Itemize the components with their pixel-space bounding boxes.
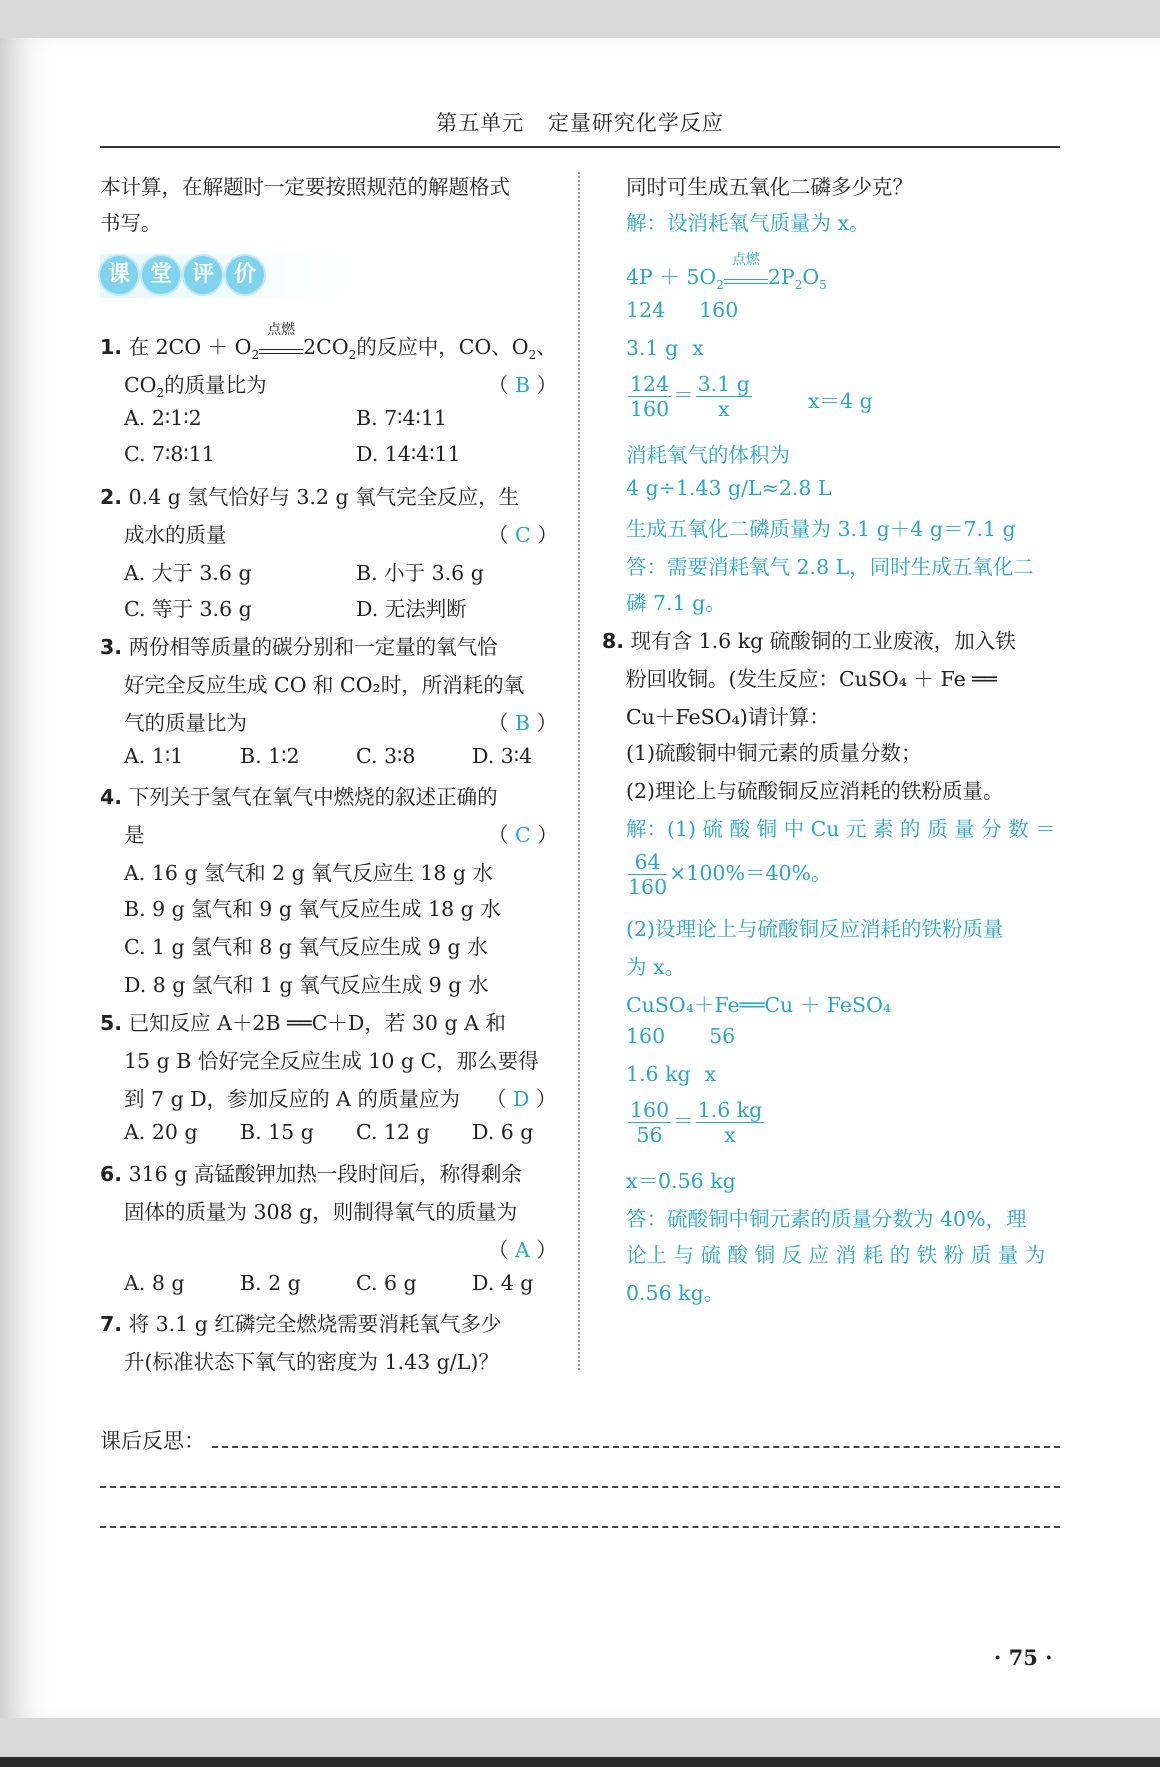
question-number: 5. bbox=[100, 1011, 123, 1035]
question-5: 5. 已知反应 A＋2B ══C＋D，若 30 g A 和 15 g B 恰好完全反应生成 10 g C，那么要得 到 7 g D，参加反应的 A 的质量应为 （ D ） A. 20 g B. 15 g C. 12 g D. 6 g bbox=[100, 1011, 557, 1144]
q1-line2: CO bbox=[124, 373, 157, 397]
q1-text-b: 2CO bbox=[303, 335, 349, 359]
question-2: 2. 0.4 g 氢气恰好与 3.2 g 氧气完全反应，生 成水的质量 （ C ） A. 大于 3.6 g B. 小于 3.6 g C. 等于 3.6 g D. 无法判断 bbox=[100, 485, 558, 621]
answer: B bbox=[515, 711, 531, 735]
header-unit: 第五单元 bbox=[436, 111, 525, 135]
option: A. 20 g bbox=[124, 1120, 198, 1144]
question-7 bbox=[100, 1307, 560, 1387]
q7-line3: 同时可生成五氧化二磷多少克？ bbox=[626, 175, 913, 199]
option: B. 1∶2 bbox=[240, 744, 300, 768]
option: C. 等于 3.6 g bbox=[124, 597, 252, 621]
q1-line2b: 的质量比为 bbox=[164, 373, 267, 397]
q7-proportion: $\frac{124}{160}$ ＝ $\frac{3.1 g}{x}$ bbox=[630, 372, 750, 421]
header-title: 定量研究化学反应 bbox=[547, 111, 724, 135]
q8-equation: CuSO₄＋Fe══Cu ＋ FeSO₄ bbox=[626, 993, 892, 1017]
option: D. 6 g bbox=[472, 1120, 534, 1144]
q7-solution-4: 生成五氧化二磷质量为 3.1 g＋4 g＝7.1 g bbox=[626, 517, 1016, 541]
option: C. 6 g bbox=[356, 1271, 417, 1295]
q8-line5: (2)理论上与硫酸铜反应消耗的铁粉质量。 bbox=[626, 779, 1004, 803]
question-3: 3. 两份相等质量的碳分别和一定量的氧气恰 好完全反应生成 CO 和 CO₂时，所消耗的氧 气的质量比为 （ B ） A. 1∶1 B. 1∶2 C. 3∶8 D. 3∶4 bbox=[100, 635, 558, 768]
q8-proportion: $\frac{160}{56}$ ＝ $\frac{1.6 kg}{x}$ bbox=[630, 1098, 763, 1147]
q7-mass-row: 3.1 g x bbox=[626, 336, 704, 360]
reaction-arrow: 点燃 bbox=[259, 339, 303, 354]
page-number: · 75 · bbox=[994, 1645, 1053, 1670]
badge-char: 堂 bbox=[142, 256, 180, 294]
badge-char: 评 bbox=[184, 256, 222, 294]
q7-solution-6: 磷 7.1 g。 bbox=[626, 591, 726, 615]
q6-line2: 固体的质量为 308 g，则制得氧气的质量为 bbox=[124, 1200, 518, 1224]
option: D. 4 g bbox=[472, 1271, 534, 1295]
option: C. 3∶8 bbox=[356, 744, 416, 768]
q2-line2: 成水的质量 bbox=[124, 523, 227, 547]
question-8-line1: 8. 现有含 1.6 kg 硫酸铜的工业废液，加入铁 bbox=[602, 629, 1016, 653]
question-number: 6. bbox=[100, 1162, 123, 1186]
option: D. 8 g 氢气和 1 g 氧气反应生成 9 g 水 bbox=[124, 973, 489, 997]
answer: C bbox=[515, 523, 531, 547]
q8-solution-1: 解：(1) 硫 酸 铜 中 Cu 元 素 的 质 量 分 数 ＝ bbox=[626, 817, 1056, 841]
q3-line2: 好完全反应生成 CO 和 CO₂时，所消耗的氧 bbox=[124, 673, 525, 697]
q8-solution-2: (2)设理论上与硫酸铜反应消耗的铁粉质量 bbox=[626, 917, 1004, 941]
answer: C bbox=[515, 823, 531, 847]
page-header bbox=[100, 100, 1060, 148]
question-number: 4. bbox=[100, 785, 123, 809]
q8-ratio-row: 160 56 bbox=[626, 1024, 736, 1048]
q7-result: x＝4 g bbox=[808, 389, 873, 413]
question-number: 7. bbox=[100, 1312, 123, 1336]
column-divider bbox=[578, 172, 580, 1370]
option: B. 小于 3.6 g bbox=[356, 561, 484, 585]
section-heading-classroom-eval bbox=[100, 254, 350, 298]
q3-line3: 气的质量比为 bbox=[124, 711, 247, 735]
q7-line1: 将 3.1 g 红磷完全燃烧需要消耗氧气多少 bbox=[128, 1312, 502, 1336]
reflection-line[interactable] bbox=[100, 1486, 1060, 1488]
q4-line2: 是 bbox=[124, 823, 145, 847]
question-number: 3. bbox=[100, 635, 123, 659]
option: B. 15 g bbox=[240, 1120, 314, 1144]
q7-solution-1: 解：设消耗氧气质量为 x。 bbox=[626, 211, 870, 235]
bottom-bar bbox=[0, 1757, 1160, 1767]
reflection-line[interactable] bbox=[212, 1446, 1060, 1448]
question-1: 1. 在 $2CO + O_2$ 点燃 $2CO_2$的反应中，CO、$O_2$、 $CO_2$的质量比为 （ B ） A. 2∶1∶2 B. 7∶4∶11 C. 7∶8∶11 D. 14∶4∶11 bbox=[100, 322, 558, 466]
badge-char: 课 bbox=[100, 256, 138, 294]
option: A. 16 g 氢气和 2 g 氧气反应生 18 g 水 bbox=[124, 861, 494, 885]
q8-line4: (1)硫酸铜中铜元素的质量分数； bbox=[626, 741, 922, 765]
q7-equation: $4P + 5O_2$ 点燃 $2P_2O_5$ bbox=[626, 252, 827, 293]
q8-line2: 粉回收铜。(发生反应：CuSO₄ ＋ Fe ══ bbox=[626, 667, 997, 691]
q8-solution-5: 论上 与 硫 酸 铜 反 应 消 耗 的 铁 粉 质 量 为 bbox=[626, 1243, 1046, 1267]
reflection-line[interactable] bbox=[100, 1526, 1060, 1528]
q7-ratio-row: 124 160 bbox=[626, 298, 739, 322]
option: C. 1 g 氢气和 8 g 氧气反应生成 9 g 水 bbox=[124, 935, 488, 959]
option: A. 2∶1∶2 bbox=[124, 406, 202, 430]
right-column bbox=[602, 170, 1066, 1320]
answer: A bbox=[515, 1238, 530, 1262]
q8-result: x＝0.56 kg bbox=[626, 1169, 736, 1193]
option: C. 7∶8∶11 bbox=[124, 442, 215, 466]
q8-fraction-row: $\frac{64}{160}$ ×100%＝40%。 bbox=[628, 850, 832, 899]
q7-solution-2: 消耗氧气的体积为 bbox=[626, 443, 790, 467]
option: B. 2 g bbox=[240, 1271, 301, 1295]
question-6: 6. 316 g 高锰酸钾加热一段时间后，称得剩余 固体的质量为 308 g，则制得氧气的质量为 （ A ） A. 8 g B. 2 g C. 6 g D. 4 g bbox=[100, 1162, 557, 1295]
badge-char: 价 bbox=[226, 256, 264, 294]
option: C. 12 g bbox=[356, 1120, 430, 1144]
q8-solution-6: 0.56 kg。 bbox=[626, 1281, 725, 1305]
answer: B bbox=[515, 373, 531, 397]
q1-text-c: 的反应中，CO、O bbox=[356, 335, 529, 359]
question-number: 2. bbox=[100, 485, 123, 509]
question-number: 1. bbox=[100, 335, 123, 359]
q8-mass-row: 1.6 kg x bbox=[626, 1062, 717, 1086]
option: A. 大于 3.6 g bbox=[124, 561, 252, 585]
q7-solution-3: 4 g÷1.43 g/L≈2.8 L bbox=[626, 476, 832, 500]
question-4: 4. 下列关于氢气在氧气中燃烧的叙述正确的 是 （ C ） A. 16 g 氢气和 2 g 氧气反应生 18 g 水 B. 9 g 氢气和 9 g 氧气反应生成 18 g 水 C. 1 g 氢气和 8 g 氧气反应生成 9 g 水 D. 8 g 氢气和 1 g 氧气反应生成 9 g 水 bbox=[100, 785, 558, 997]
intro-line-1: 本计算，在解题时一定要按照规范的解题格式 bbox=[100, 175, 510, 199]
q2-line1: 0.4 g 氢气恰好与 3.2 g 氧气完全反应，生 bbox=[128, 485, 520, 509]
answer: D bbox=[513, 1087, 530, 1111]
q8-solution-4: 答：硫酸铜中铜元素的质量分数为 40%，理 bbox=[626, 1207, 1027, 1231]
q5-line3: 到 7 g D，参加反应的 A 的质量应为 bbox=[124, 1087, 460, 1111]
option: B. 9 g 氢气和 9 g 氧气反应生成 18 g 水 bbox=[124, 897, 501, 921]
option: A. 8 g bbox=[124, 1271, 185, 1295]
q7-line2: 升(标准状态下氧气的密度为 1.43 g/L)？ bbox=[124, 1350, 499, 1374]
option: D. 无法判断 bbox=[356, 597, 467, 621]
q3-line1: 两份相等质量的碳分别和一定量的氧气恰 bbox=[128, 635, 498, 659]
reflection-label: 课后反思： bbox=[100, 1429, 205, 1453]
q5-line2: 15 g B 恰好完全反应生成 10 g C，那么要得 bbox=[124, 1049, 539, 1073]
q6-line1: 316 g 高锰酸钾加热一段时间后，称得剩余 bbox=[128, 1162, 522, 1186]
option: D. 14∶4∶11 bbox=[356, 442, 461, 466]
option: A. 1∶1 bbox=[124, 744, 184, 768]
q7-solution-5: 答：需要消耗氧气 2.8 L，同时生成五氧化二 bbox=[626, 555, 1034, 579]
q1-text-d: 、 bbox=[536, 335, 557, 359]
intro-line-2: 书写。 bbox=[100, 211, 162, 235]
option: D. 3∶4 bbox=[472, 744, 533, 768]
q4-line1: 下列关于氢气在氧气中燃烧的叙述正确的 bbox=[128, 785, 498, 809]
q8-solution-3: 为 x。 bbox=[626, 955, 686, 979]
q1-text-a: 在 2CO ＋ O bbox=[128, 335, 252, 359]
q8-line3: Cu＋FeSO₄)请计算： bbox=[626, 705, 830, 729]
option: B. 7∶4∶11 bbox=[356, 406, 447, 430]
q5-line1: 已知反应 A＋2B ══C＋D，若 30 g A 和 bbox=[128, 1011, 506, 1035]
